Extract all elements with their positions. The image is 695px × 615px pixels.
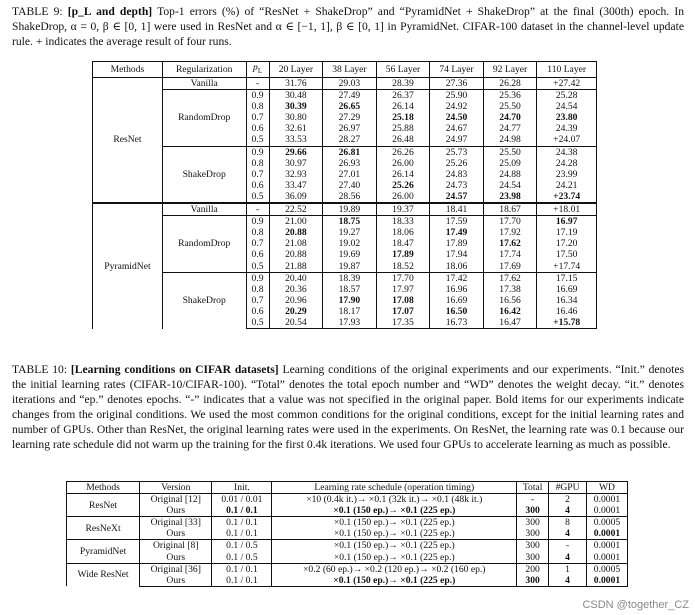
table9-value-cell: 21.00 bbox=[269, 216, 323, 228]
table10-wd-cell: 0.0001 bbox=[586, 540, 627, 552]
table9-value-cell: 19.89 bbox=[323, 203, 377, 216]
table9-value-cell: 18.47 bbox=[376, 238, 430, 249]
table9-value-cell: 26.00 bbox=[376, 191, 430, 203]
table9-value-cell: +17.74 bbox=[537, 261, 597, 273]
table10-version-cell: Original [12] bbox=[140, 494, 212, 506]
table9-value-cell: 17.97 bbox=[376, 284, 430, 295]
table9-value-cell: 19.87 bbox=[323, 261, 377, 273]
table9-value-cell: 25.73 bbox=[430, 146, 484, 158]
table9-value-cell: 17.94 bbox=[430, 249, 484, 260]
table9-value-cell: 18.06 bbox=[376, 227, 430, 238]
table9-value-cell: 17.89 bbox=[376, 249, 430, 260]
table9-value-cell: 20.40 bbox=[269, 272, 323, 284]
table9-value-cell: 17.19 bbox=[537, 227, 597, 238]
table9-value-cell: 20.29 bbox=[269, 306, 323, 317]
table10-row bbox=[67, 540, 628, 552]
table10-header-cell: Methods bbox=[67, 482, 140, 494]
table9-header-cell: 20 Layer bbox=[269, 62, 323, 78]
table9-value-cell: 16.69 bbox=[430, 295, 484, 306]
table10-header-cell: Total bbox=[517, 482, 549, 494]
table9-row bbox=[93, 78, 597, 90]
table9-caption-text: Top-1 errors (%) of “ResNet + ShakeDrop” and “PyramidNet + ShakeDrop” at the final (300th) epoch. In ShakeDrop, α = 0, β ∈ [0, 1] were used in ResNet and α ∈ [−1, 1], β ∈ [0, 1] in PyramidNet. CIFAR-100 dataset in the channel-level update rule. + indicates the average result of four runs. bbox=[12, 5, 684, 48]
table9-header-pl: $p_L$ bbox=[246, 62, 269, 78]
table9-value-cell: 23.80 bbox=[537, 112, 597, 123]
table9-value-cell: 30.97 bbox=[269, 158, 323, 169]
table9-value-cell: 26.48 bbox=[376, 134, 430, 146]
table9-pl-cell: 0.9 bbox=[246, 146, 269, 158]
table10-method-cell: Wide ResNet bbox=[67, 563, 140, 586]
table9-value-cell: 26.14 bbox=[376, 169, 430, 180]
table9-value-cell: 25.28 bbox=[537, 90, 597, 102]
table10-method-cell: ResNet bbox=[67, 494, 140, 517]
table9-value-cell: 17.70 bbox=[483, 216, 537, 228]
table9-value-cell: 27.49 bbox=[323, 90, 377, 102]
table9-header-cell: 92 Layer bbox=[483, 62, 537, 78]
table9-value-cell: 17.49 bbox=[430, 227, 484, 238]
table9-value-cell: 17.69 bbox=[483, 261, 537, 273]
table9-value-cell: 24.38 bbox=[537, 146, 597, 158]
table9-value-cell: 27.01 bbox=[323, 169, 377, 180]
table9-value-cell: 24.21 bbox=[537, 180, 597, 191]
table9-value-cell: 16.69 bbox=[537, 284, 597, 295]
table9-value-cell: 19.69 bbox=[323, 249, 377, 260]
table9-value-cell: 24.70 bbox=[483, 112, 537, 123]
table9-value-cell: 25.26 bbox=[376, 180, 430, 191]
table9-value-cell: 22.52 bbox=[269, 203, 323, 216]
table9-row bbox=[93, 146, 597, 158]
table9-method-cell: ResNet bbox=[93, 78, 163, 204]
table9-header-cell: Methods bbox=[93, 62, 163, 78]
table9-reg-cell: ShakeDrop bbox=[162, 272, 246, 328]
table10-total-cell: 300 bbox=[517, 505, 549, 517]
table9-pl-cell: 0.7 bbox=[246, 169, 269, 180]
table10-gpu-cell: 2 bbox=[549, 494, 587, 506]
table9-value-cell: 20.88 bbox=[269, 227, 323, 238]
table9-value-cell: 25.18 bbox=[376, 112, 430, 123]
table9-value-cell: 32.61 bbox=[269, 123, 323, 134]
table9-value-cell: 17.89 bbox=[430, 238, 484, 249]
table10-version-cell: Original [33] bbox=[140, 517, 212, 529]
table10-init-cell: 0.1 / 0.1 bbox=[212, 517, 272, 529]
table9-pl-cell: 0.5 bbox=[246, 191, 269, 203]
table9-value-cell: 33.47 bbox=[269, 180, 323, 191]
table9-value-cell: 18.67 bbox=[483, 203, 537, 216]
table9-value-cell: 24.54 bbox=[537, 101, 597, 112]
table9-pl-cell: 0.6 bbox=[246, 306, 269, 317]
table10-wd-cell: 0.0001 bbox=[586, 505, 627, 517]
table9-header-cell: 56 Layer bbox=[376, 62, 430, 78]
table10-gpu-cell: 1 bbox=[549, 563, 587, 575]
table9-value-cell: 23.99 bbox=[537, 169, 597, 180]
table9-reg-cell: RandomDrop bbox=[162, 216, 246, 272]
table9-value-cell: 24.57 bbox=[430, 191, 484, 203]
table10-row bbox=[67, 528, 628, 540]
table9-value-cell: 17.92 bbox=[483, 227, 537, 238]
table10-header-cell: Version bbox=[140, 482, 212, 494]
table9-value-cell: 17.90 bbox=[323, 295, 377, 306]
table9-value-cell: 24.88 bbox=[483, 169, 537, 180]
table9-value-cell: 17.15 bbox=[537, 272, 597, 284]
table10-total-cell: 300 bbox=[517, 552, 549, 564]
table9-row bbox=[93, 216, 597, 228]
table10-version-cell: Original [36] bbox=[140, 563, 212, 575]
table9-value-cell: 25.90 bbox=[430, 90, 484, 102]
table10-header-cell: #GPU bbox=[549, 482, 587, 494]
table9-value-cell: 24.83 bbox=[430, 169, 484, 180]
table9-value-cell: 16.47 bbox=[483, 317, 537, 329]
table10-row bbox=[67, 505, 628, 517]
table10-method-cell: ResNeXt bbox=[67, 517, 140, 540]
table9-value-cell: 29.66 bbox=[269, 146, 323, 158]
table10-total-cell: 300 bbox=[517, 517, 549, 529]
table9-value-cell: 20.36 bbox=[269, 284, 323, 295]
table9-value-cell: 20.96 bbox=[269, 295, 323, 306]
table9-value-cell: 17.59 bbox=[430, 216, 484, 228]
table9-value-cell: 25.26 bbox=[430, 158, 484, 169]
table9 bbox=[92, 61, 597, 329]
table10-total-cell: 300 bbox=[517, 575, 549, 587]
table9-value-cell: 26.65 bbox=[323, 101, 377, 112]
table10-total-cell: - bbox=[517, 494, 549, 506]
table9-value-cell: 19.27 bbox=[323, 227, 377, 238]
table9-pl-cell: 0.8 bbox=[246, 284, 269, 295]
table10-schedule-cell: ×0.1 (150 ep.)→ ×0.1 (225 ep.) bbox=[272, 517, 517, 529]
table9-value-cell: 17.74 bbox=[483, 249, 537, 260]
table9-pl-cell: 0.8 bbox=[246, 158, 269, 169]
table9-value-cell: 18.39 bbox=[323, 272, 377, 284]
table9-value-cell: +23.74 bbox=[537, 191, 597, 203]
table9-value-cell: 25.50 bbox=[483, 101, 537, 112]
table10-init-cell: 0.1 / 0.1 bbox=[212, 505, 272, 517]
table9-value-cell: 18.17 bbox=[323, 306, 377, 317]
table9-value-cell: 16.73 bbox=[430, 317, 484, 329]
table9-value-cell: 25.36 bbox=[483, 90, 537, 102]
table9-value-cell: 17.70 bbox=[376, 272, 430, 284]
table9-value-cell: 28.39 bbox=[376, 78, 430, 90]
table9-value-cell: 31.76 bbox=[269, 78, 323, 90]
table9-pl-cell: 0.6 bbox=[246, 180, 269, 191]
table10-gpu-cell: - bbox=[549, 540, 587, 552]
table9-header-row bbox=[93, 62, 597, 78]
table10-version-cell: Ours bbox=[140, 575, 212, 587]
table10-schedule-cell: ×10 (0.4k it.)→ ×0.1 (32k it.)→ ×0.1 (48k it.) bbox=[272, 494, 517, 506]
table9-value-cell: 26.28 bbox=[483, 78, 537, 90]
table9-pl-cell: 0.7 bbox=[246, 238, 269, 249]
table10-wd-cell: 0.0005 bbox=[586, 563, 627, 575]
table9-value-cell: 16.46 bbox=[537, 306, 597, 317]
table9-pl-cell: - bbox=[246, 78, 269, 90]
table9-value-cell: 24.28 bbox=[537, 158, 597, 169]
table9-caption-bold: [p_L and depth] bbox=[67, 5, 153, 18]
table9-value-cell: 20.88 bbox=[269, 249, 323, 260]
table10-wd-cell: 0.0001 bbox=[586, 575, 627, 587]
table10-version-cell: Ours bbox=[140, 528, 212, 540]
table9-value-cell: 26.00 bbox=[376, 158, 430, 169]
table9-value-cell: 25.88 bbox=[376, 123, 430, 134]
table9-value-cell: 18.75 bbox=[323, 216, 377, 228]
table9-value-cell: 17.20 bbox=[537, 238, 597, 249]
table9-caption-label: TABLE 9: bbox=[12, 5, 63, 18]
table10-gpu-cell: 4 bbox=[549, 575, 587, 587]
table9-pl-cell: 0.7 bbox=[246, 112, 269, 123]
table9-value-cell: 24.98 bbox=[483, 134, 537, 146]
table9-value-cell: +15.78 bbox=[537, 317, 597, 329]
table9-pl-cell: 0.8 bbox=[246, 227, 269, 238]
table9-pl-cell: - bbox=[246, 203, 269, 216]
table9-reg-cell: Vanilla bbox=[162, 203, 246, 216]
table9-value-cell: 17.62 bbox=[483, 238, 537, 249]
table9-value-cell: +24.07 bbox=[537, 134, 597, 146]
table9-value-cell: 16.97 bbox=[537, 216, 597, 228]
table9-value-cell: 17.38 bbox=[483, 284, 537, 295]
table9-value-cell: 25.09 bbox=[483, 158, 537, 169]
table9-value-cell: 26.37 bbox=[376, 90, 430, 102]
table10-init-cell: 0.1 / 0.5 bbox=[212, 552, 272, 564]
table10-wd-cell: 0.0001 bbox=[586, 552, 627, 564]
table10-init-cell: 0.01 / 0.01 bbox=[212, 494, 272, 506]
table9-value-cell: 18.41 bbox=[430, 203, 484, 216]
table9-value-cell: 30.48 bbox=[269, 90, 323, 102]
table9-value-cell: 36.09 bbox=[269, 191, 323, 203]
table9-value-cell: 28.27 bbox=[323, 134, 377, 146]
table9-pl-cell: 0.5 bbox=[246, 317, 269, 329]
table10-header-cell: Init. bbox=[212, 482, 272, 494]
table9-pl-cell: 0.6 bbox=[246, 123, 269, 134]
table9-value-cell: 19.02 bbox=[323, 238, 377, 249]
table10-caption bbox=[12, 362, 684, 452]
table9-reg-cell: ShakeDrop bbox=[162, 146, 246, 203]
table9-pl-cell: 0.9 bbox=[246, 272, 269, 284]
table10-init-cell: 0.1 / 0.1 bbox=[212, 575, 272, 587]
table9-value-cell: 24.77 bbox=[483, 123, 537, 134]
table10-init-cell: 0.1 / 0.5 bbox=[212, 540, 272, 552]
table9-value-cell: 24.97 bbox=[430, 134, 484, 146]
table9-value-cell: 16.42 bbox=[483, 306, 537, 317]
table9-header-cell: 110 Layer bbox=[537, 62, 597, 78]
table10-total-cell: 300 bbox=[517, 540, 549, 552]
table9-reg-cell: Vanilla bbox=[162, 78, 246, 90]
table9-row bbox=[93, 203, 597, 216]
table10-version-cell: Original [8] bbox=[140, 540, 212, 552]
table9-row bbox=[93, 272, 597, 284]
table9-pl-cell: 0.6 bbox=[246, 249, 269, 260]
table9-value-cell: 17.35 bbox=[376, 317, 430, 329]
table9-value-cell: 27.29 bbox=[323, 112, 377, 123]
table9-value-cell: 21.88 bbox=[269, 261, 323, 273]
table9-value-cell: 27.40 bbox=[323, 180, 377, 191]
table9-pl-cell: 0.9 bbox=[246, 216, 269, 228]
table9-pl-cell: 0.8 bbox=[246, 101, 269, 112]
table9-header-cell: Regularization bbox=[162, 62, 246, 78]
table9-value-cell: 24.54 bbox=[483, 180, 537, 191]
table9-reg-cell: RandomDrop bbox=[162, 90, 246, 146]
table9-value-cell: 17.93 bbox=[323, 317, 377, 329]
table10-row bbox=[67, 563, 628, 575]
table9-value-cell: 17.07 bbox=[376, 306, 430, 317]
table9-value-cell: 17.08 bbox=[376, 295, 430, 306]
table10-schedule-cell: ×0.1 (150 ep.)→ ×0.1 (225 ep.) bbox=[272, 505, 517, 517]
table10-row bbox=[67, 552, 628, 564]
table10-wd-cell: 0.0005 bbox=[586, 517, 627, 529]
table10-schedule-cell: ×0.1 (150 ep.)→ ×0.1 (225 ep.) bbox=[272, 540, 517, 552]
watermark: CSDN @together_CZ bbox=[582, 599, 689, 611]
table10-header-row bbox=[67, 482, 628, 494]
table9-value-cell: 24.50 bbox=[430, 112, 484, 123]
table10-version-cell: Ours bbox=[140, 505, 212, 517]
table10-row bbox=[67, 494, 628, 506]
table9-header-cell: 38 Layer bbox=[323, 62, 377, 78]
table10-caption-bold: [Learning conditions on CIFAR datasets] bbox=[70, 363, 279, 376]
table9-value-cell: 17.50 bbox=[537, 249, 597, 260]
table9-value-cell: 28.56 bbox=[323, 191, 377, 203]
table9-row bbox=[93, 90, 597, 102]
table10-init-cell: 0.1 / 0.1 bbox=[212, 528, 272, 540]
table9-pl-cell: 0.7 bbox=[246, 295, 269, 306]
table9-value-cell: 18.52 bbox=[376, 261, 430, 273]
table9-value-cell: 26.93 bbox=[323, 158, 377, 169]
table9-value-cell: 21.08 bbox=[269, 238, 323, 249]
table10-method-cell: PyramidNet bbox=[67, 540, 140, 563]
table9-value-cell: 33.53 bbox=[269, 134, 323, 146]
table9-value-cell: 26.81 bbox=[323, 146, 377, 158]
table9-pl-cell: 0.9 bbox=[246, 90, 269, 102]
table9-value-cell: 17.42 bbox=[430, 272, 484, 284]
table10-caption-label: TABLE 10: bbox=[12, 363, 68, 376]
table9-value-cell: 24.73 bbox=[430, 180, 484, 191]
table10-caption-text: Learning conditions of the original experiments and our experiments. “Init.” denotes the initial learning rates (CIFAR-10/CIFAR-100). “Total” denotes the total epoch number and “WD” denotes the weight decay. “it.” denotes iterations and “ep.” denotes epochs. “-” indicates that a value was not specified in the original paper. Bold items for our experiments indicate changes from the original conditions. We used the most common conditions for the original conditions, except for the initial learning rates and number of GPUs. Other than ResNet, the original learning rates were used in the experiments. On ResNet, the learning rate was 0.1 because our learning rate schedule did not warm up the training for the first 0.4k iterations. We used four GPUs to accelerate learning as much as possible. bbox=[12, 363, 685, 451]
table10-total-cell: 200 bbox=[517, 563, 549, 575]
table10-version-cell: Ours bbox=[140, 552, 212, 564]
table9-value-cell: 24.92 bbox=[430, 101, 484, 112]
table9-value-cell: 26.14 bbox=[376, 101, 430, 112]
table10-wd-cell: 0.0001 bbox=[586, 494, 627, 506]
table9-caption bbox=[12, 4, 684, 49]
table9-pl-cell: 0.5 bbox=[246, 261, 269, 273]
table9-value-cell: 18.57 bbox=[323, 284, 377, 295]
table10-gpu-cell: 4 bbox=[549, 552, 587, 564]
table9-value-cell: 19.37 bbox=[376, 203, 430, 216]
table9-value-cell: 18.06 bbox=[430, 261, 484, 273]
table9-value-cell: 30.80 bbox=[269, 112, 323, 123]
table10-schedule-cell: ×0.1 (150 ep.)→ ×0.1 (225 ep.) bbox=[272, 552, 517, 564]
table9-method-cell: PyramidNet bbox=[93, 203, 163, 329]
table10-header-cell: WD bbox=[586, 482, 627, 494]
table10-schedule-cell: ×0.2 (60 ep.)→ ×0.2 (120 ep.)→ ×0.2 (160 ep.) bbox=[272, 563, 517, 575]
table9-value-cell: 23.98 bbox=[483, 191, 537, 203]
table9-value-cell: 18.33 bbox=[376, 216, 430, 228]
table9-value-cell: 26.97 bbox=[323, 123, 377, 134]
table9-value-cell: 24.39 bbox=[537, 123, 597, 134]
table10-row bbox=[67, 517, 628, 529]
table9-value-cell: 20.54 bbox=[269, 317, 323, 329]
table9-value-cell: 27.36 bbox=[430, 78, 484, 90]
table9-value-cell: 25.50 bbox=[483, 146, 537, 158]
table9-pl-cell: 0.5 bbox=[246, 134, 269, 146]
table9-value-cell: 16.34 bbox=[537, 295, 597, 306]
table10-row bbox=[67, 575, 628, 587]
table9-value-cell: 16.50 bbox=[430, 306, 484, 317]
table9-value-cell: +27.42 bbox=[537, 78, 597, 90]
table9-value-cell: 16.96 bbox=[430, 284, 484, 295]
table10-header-cell: Learning rate schedule (operation timing) bbox=[272, 482, 517, 494]
table9-header-cell: 74 Layer bbox=[430, 62, 484, 78]
table9-value-cell: 17.62 bbox=[483, 272, 537, 284]
table10-schedule-cell: ×0.1 (150 ep.)→ ×0.1 (225 ep.) bbox=[272, 575, 517, 587]
table10-gpu-cell: 4 bbox=[549, 505, 587, 517]
table9-value-cell: 24.67 bbox=[430, 123, 484, 134]
table10-init-cell: 0.1 / 0.1 bbox=[212, 563, 272, 575]
table10-wd-cell: 0.0001 bbox=[586, 528, 627, 540]
table9-value-cell: +18.01 bbox=[537, 203, 597, 216]
table10-total-cell: 300 bbox=[517, 528, 549, 540]
table10 bbox=[66, 481, 628, 587]
table9-value-cell: 16.56 bbox=[483, 295, 537, 306]
table9-value-cell: 32.93 bbox=[269, 169, 323, 180]
table9-value-cell: 29.03 bbox=[323, 78, 377, 90]
table10-gpu-cell: 4 bbox=[549, 528, 587, 540]
table10-gpu-cell: 8 bbox=[549, 517, 587, 529]
table9-value-cell: 26.26 bbox=[376, 146, 430, 158]
table10-schedule-cell: ×0.1 (150 ep.)→ ×0.1 (225 ep.) bbox=[272, 528, 517, 540]
table9-value-cell: 30.39 bbox=[269, 101, 323, 112]
